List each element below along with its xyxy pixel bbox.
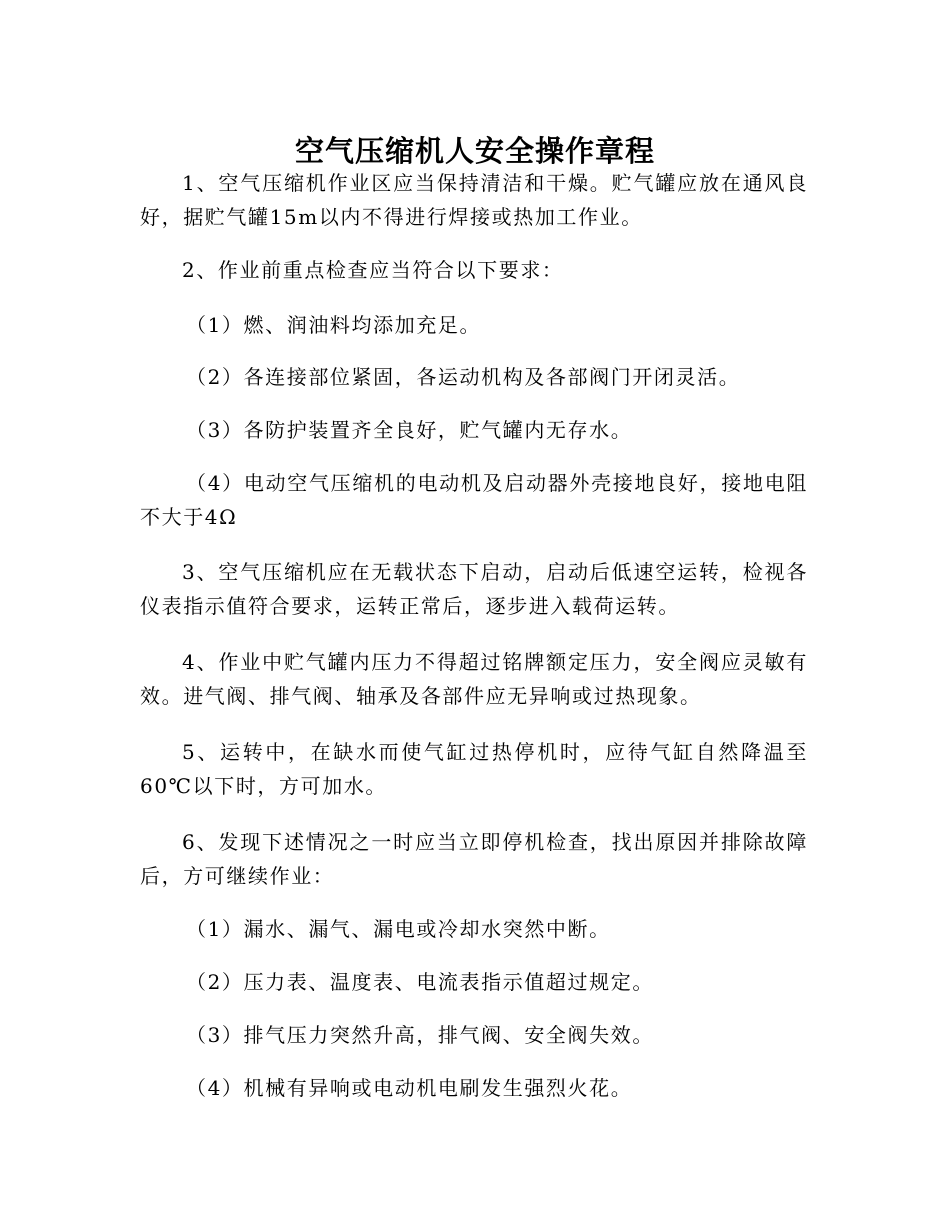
list-item-6-3: （3）排气压力突然升高，排气阀、安全阀失效。 bbox=[186, 1023, 654, 1047]
list-item-6-2: （2）压力表、温度表、电流表指示值超过规定。 bbox=[186, 970, 654, 994]
page-title: 空气压缩机人安全操作章程 bbox=[294, 134, 655, 169]
list-item-6-4: （4）机械有异响或电动机电刷发生强烈火花。 bbox=[186, 1076, 633, 1100]
list-item-2-1: （1）燃、润油料均添加充足。 bbox=[186, 313, 482, 337]
list-item-2-3: （3）各防护装置齐全良好，贮气罐内无存水。 bbox=[186, 418, 633, 442]
paragraph-2: 2、作业前重点检查应当符合以下要求： bbox=[182, 258, 564, 282]
paragraph-5: 5、运转中，在缺水而使气缸过热停机时，应待气缸自然降温至60℃以下时，方可加水。 bbox=[140, 740, 808, 798]
list-item-2-2: （2）各连接部位紧固，各运动机构及各部阀门开闭灵活。 bbox=[186, 365, 741, 389]
paragraph-4: 4、作业中贮气罐内压力不得超过铭牌额定压力，安全阀应灵敏有效。进气阀、排气阀、轴承及各部件应无异响或过热现象。 bbox=[140, 650, 808, 708]
paragraph-3: 3、空气压缩机应在无载状态下启动，启动后低速空运转，检视各仪表指示值符合要求，运转正常后，逐步进入载荷运转。 bbox=[140, 560, 808, 618]
paragraph-1: 1、空气压缩机作业区应当保持清洁和干燥。贮气罐应放在通风良好，据贮气罐15m以内不得进行焊接或热加工作业。 bbox=[140, 171, 808, 229]
list-item-6-1: （1）漏水、漏气、漏电或冷却水突然中断。 bbox=[186, 917, 611, 941]
list-item-2-4: （4）电动空气压缩机的电动机及启动器外壳接地良好，接地电阻不大于4Ω bbox=[140, 471, 808, 529]
paragraph-6: 6、发现下述情况之一时应当立即停机检查，找出原因并排除故障后，方可继续作业： bbox=[140, 830, 808, 888]
